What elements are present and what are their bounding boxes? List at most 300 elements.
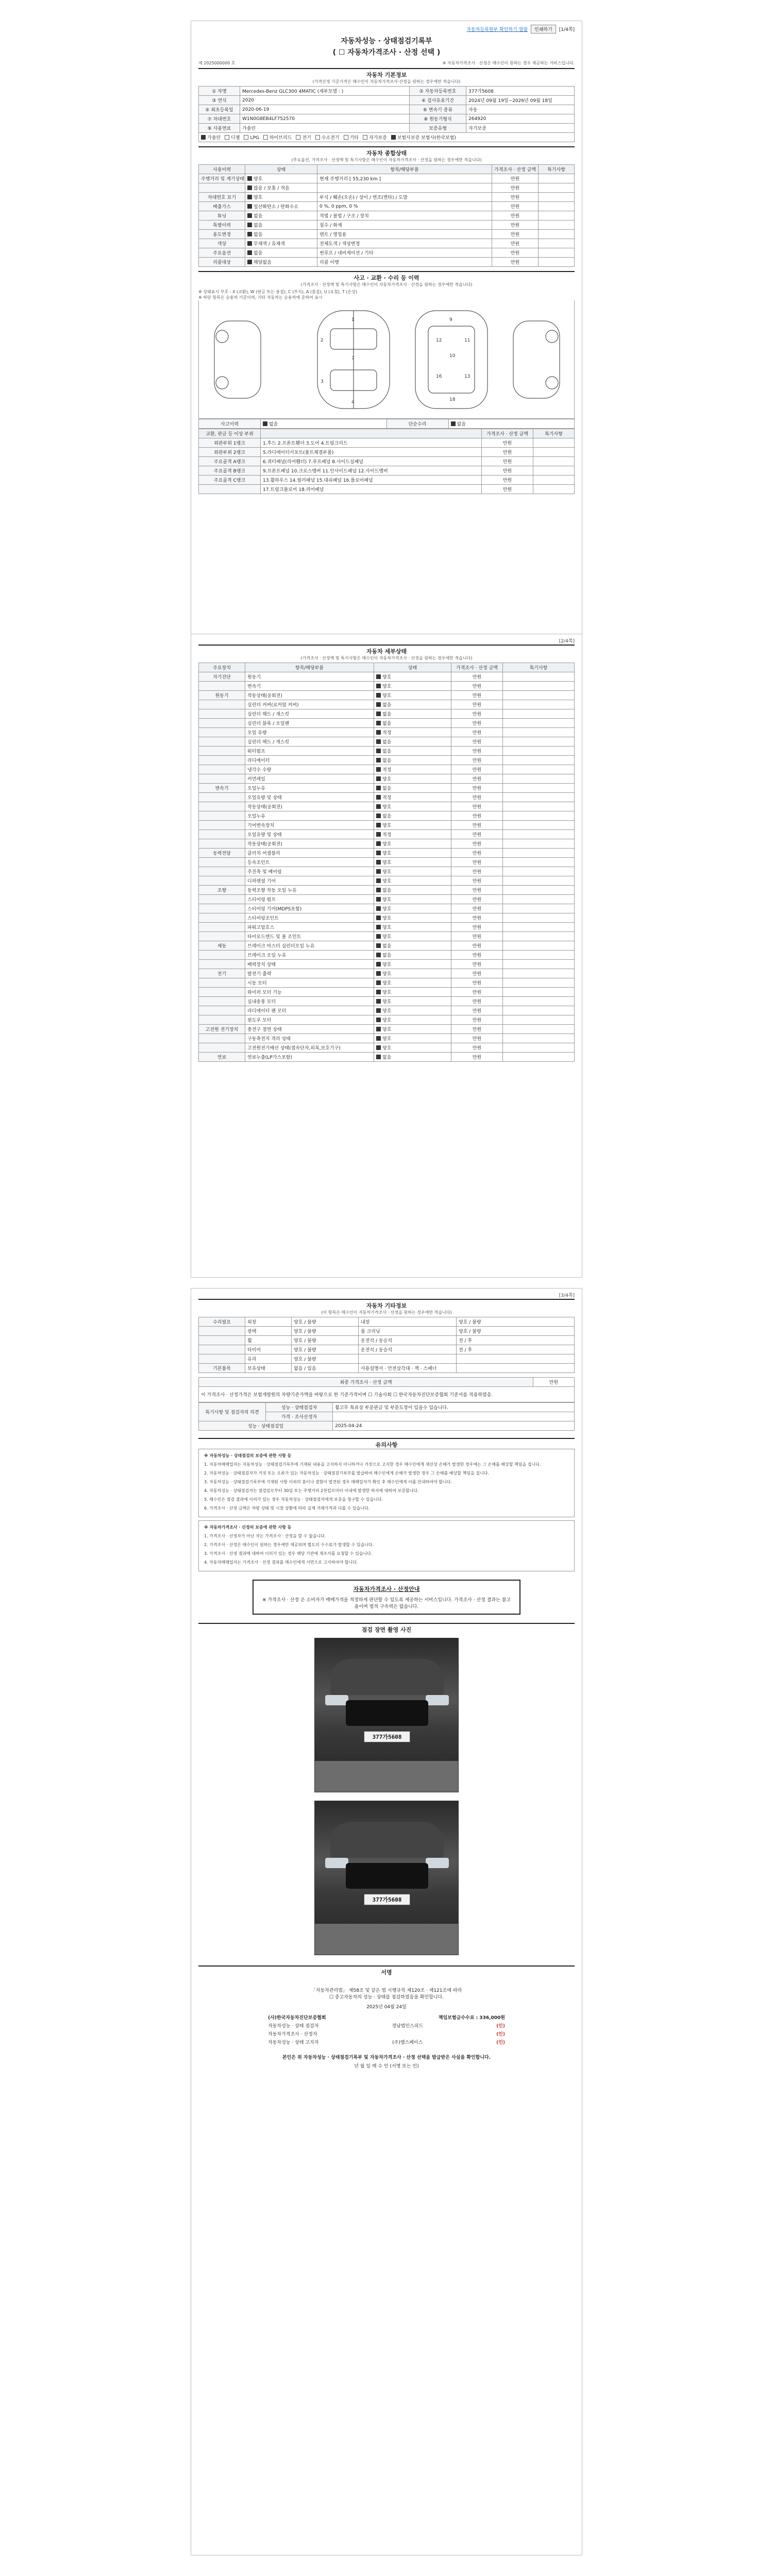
detail-checkbox[interactable] [376, 851, 381, 855]
state-amount: 만원 [492, 174, 539, 183]
state-row [199, 211, 575, 221]
detail-checkbox[interactable] [376, 684, 381, 688]
insurer-row [268, 2014, 505, 2021]
signer-role: 자동차성능 · 상태 고지자 [268, 2040, 319, 2045]
detail-item: 커먼레일 [245, 774, 374, 784]
signature-heading: 서명 [198, 1965, 575, 1976]
detail-amount: 만원 [451, 1025, 503, 1034]
fuel-option[interactable] [225, 135, 240, 141]
parts-column-header: 교환, 판금 등 이상 부위 [199, 429, 261, 438]
state-value-cell [245, 258, 317, 267]
detail-remark [503, 867, 575, 876]
state-column-header: 상태 [245, 165, 317, 174]
detail-item: 오일 유량 [245, 728, 374, 737]
fuel-checkbox[interactable] [225, 135, 229, 140]
detail-checkbox[interactable] [376, 906, 381, 911]
detail-amount: 만원 [451, 691, 503, 700]
detail-item: 윈도우 모터 [245, 1015, 374, 1025]
other-status: 양호 / 불량 [292, 1354, 359, 1364]
accident-none-checkbox[interactable] [263, 421, 267, 426]
detail-status-cell [374, 830, 451, 839]
detail-remark [503, 1053, 575, 1062]
detail-group [199, 960, 245, 969]
document-title: 자동차성능 · 상태점검기록부 [341, 37, 432, 45]
detail-group [199, 867, 245, 876]
detail-status-cell [374, 932, 451, 941]
fuel-option[interactable] [244, 135, 259, 141]
state-item: 적법 / 불법 / 구조 / 장치 [317, 211, 492, 221]
state-label: 색상 [199, 239, 245, 248]
detail-row [199, 886, 575, 895]
special-note-label: 특기사항 및 점검자의 의견 [199, 1403, 266, 1421]
detail-checkbox[interactable] [376, 990, 381, 994]
detail-checkbox[interactable] [376, 804, 381, 809]
detail-checkbox[interactable] [376, 841, 381, 846]
detail-status: 양호 [382, 1046, 392, 1051]
detail-status-cell [374, 867, 451, 876]
detail-amount: 만원 [451, 913, 503, 923]
detail-status-cell [374, 821, 451, 830]
signer-seal: (인) [496, 2024, 505, 2029]
detail-status: 없음 [382, 814, 392, 819]
detail-checkbox[interactable] [376, 814, 381, 818]
detail-status-cell [374, 672, 451, 682]
detail-checkbox[interactable] [376, 1018, 381, 1022]
price-notice-box [253, 1580, 520, 1615]
detail-remark [503, 728, 575, 737]
state-checkbox[interactable] [247, 213, 252, 218]
state-checkbox[interactable] [247, 241, 252, 246]
detail-checkbox[interactable] [376, 693, 381, 698]
detail-row [199, 682, 575, 691]
detail-remark [503, 709, 575, 719]
other-item: 광택 [245, 1327, 292, 1336]
fuel-checkbox[interactable] [296, 135, 300, 140]
detail-status-cell [374, 997, 451, 1006]
special-note-role: 성능 · 상태점검자 [266, 1403, 333, 1412]
parts-remark [533, 457, 575, 466]
detail-amount: 만원 [451, 951, 503, 960]
detail-checkbox[interactable] [376, 1027, 381, 1031]
detail-checkbox[interactable] [376, 767, 381, 772]
detail-row [199, 709, 575, 719]
detail-row [199, 1015, 575, 1025]
state-value-cell [245, 239, 317, 248]
detail-checkbox[interactable] [376, 860, 381, 865]
detail-status-cell [374, 719, 451, 728]
detail-group [199, 1006, 245, 1015]
detail-checkbox[interactable] [376, 795, 381, 800]
detail-checkbox[interactable] [376, 925, 381, 929]
other-row [199, 1345, 575, 1354]
detail-item: 실린더 헤드 / 개스킷 [245, 737, 374, 747]
detail-group [199, 821, 245, 830]
detail-item: 구동축전지 격리 상태 [245, 1034, 374, 1043]
detail-checkbox[interactable] [376, 711, 381, 716]
fuel-option[interactable] [315, 135, 340, 141]
fuel-checkbox[interactable] [244, 135, 248, 140]
notice-item: 4. 자동차매매업자는 가격조사 · 산정 결과를 매수인에게 서면으로 고지하여야 합니다. [204, 1560, 358, 1565]
page-3 [191, 1288, 582, 2555]
state-value-cell [245, 174, 317, 183]
fuel-checkbox[interactable] [201, 135, 206, 140]
detail-status: 양호 [382, 897, 392, 903]
state-row [199, 183, 575, 193]
state-remark [539, 193, 575, 202]
parts-rank: 주요골격 B랭크 [199, 466, 261, 476]
detail-amount: 만원 [451, 784, 503, 793]
parts-row [199, 457, 575, 466]
state-checkbox[interactable] [247, 204, 252, 209]
detail-group [199, 682, 245, 691]
parts-remark [533, 438, 575, 448]
parts-column-header: 가격조사 · 산정 금액 [482, 429, 533, 438]
other-status: 양호 / 불량 [292, 1345, 359, 1354]
detail-checkbox[interactable] [376, 758, 381, 762]
buyer-sign-line: 년 월 일 매 수 인 (서명 또는 인) [354, 2064, 419, 2069]
other-row [199, 1364, 575, 1373]
detail-row [199, 765, 575, 774]
state-checkbox[interactable] [247, 176, 252, 181]
other-subheading: (이 항목은 매수인이 자동차가격조사 · 산정을 원하는 경우에만 적습니다) [321, 1310, 452, 1315]
other-item: 휠 [245, 1336, 292, 1345]
fuel-option[interactable] [201, 135, 221, 141]
special-notes-table [198, 1402, 575, 1431]
detail-amount: 만원 [451, 895, 503, 904]
photos-heading: 점검 장면 촬영 사진 [198, 1623, 575, 1634]
detail-checkbox[interactable] [376, 1055, 381, 1059]
detail-checkbox[interactable] [376, 776, 381, 781]
fuel-checkbox[interactable] [263, 135, 268, 140]
notice-item: 6. 가격조사 · 산정 금액은 차량 상태 및 시장 상황에 따라 실제 거래가격과 다를 수 있습니다. [204, 1506, 370, 1511]
state-checkbox[interactable] [247, 260, 252, 264]
detail-status: 없음 [382, 786, 392, 791]
state-label: 주요옵션 [199, 248, 245, 258]
fuel-option[interactable] [263, 135, 292, 141]
detail-item: 작동상태(공회전) [245, 691, 374, 700]
notice-item: 3. 자동차성능 · 상태점검기록부에 기재된 사항 이외의 흠이나 결함이 발견된 경우 매매업자가 확인 후 매수인에게 이를 안내하여야 합니다. [204, 1480, 452, 1484]
state-remark [539, 211, 575, 221]
detail-group [199, 747, 245, 756]
parts-table [198, 429, 575, 494]
detail-group: 연료 [199, 1053, 245, 1062]
detail-group [199, 1043, 245, 1053]
detail-row [199, 802, 575, 811]
detail-amount: 만원 [451, 682, 503, 691]
state-amount: 만원 [492, 202, 539, 211]
detail-status: 없음 [382, 712, 392, 717]
state-item: 리콜 이행 [317, 258, 492, 267]
detail-checkbox[interactable] [376, 749, 381, 753]
detail-status: 양호 [382, 777, 392, 782]
detail-row [199, 951, 575, 960]
detail-checkbox[interactable] [376, 934, 381, 939]
detail-checkbox[interactable] [376, 953, 381, 957]
other-group [199, 1336, 245, 1345]
svg-text:10: 10 [449, 353, 456, 359]
other-table [198, 1317, 575, 1373]
other-item-2: 사용설명서 · 안전삼각대 · 잭 · 스패너 [359, 1364, 457, 1373]
svg-text:2: 2 [321, 338, 324, 343]
detail-row [199, 913, 575, 923]
basic-value: 2020-06-19 [240, 105, 410, 114]
state-remark [539, 258, 575, 267]
detail-status-cell [374, 886, 451, 895]
detail-checkbox[interactable] [376, 1036, 381, 1041]
detail-group [199, 793, 245, 802]
other-item: 유리 [245, 1354, 292, 1364]
basic-label: ① 차명 [199, 87, 240, 96]
detail-status: 양호 [382, 879, 392, 884]
parts-remark [533, 485, 575, 494]
document-number: 제 2025000000 호 [198, 61, 236, 65]
warranty-option[interactable] [391, 135, 456, 141]
detail-status-cell [374, 793, 451, 802]
state-value-cell [245, 202, 317, 211]
detail-status-cell [374, 951, 451, 960]
other-group [199, 1354, 245, 1364]
detail-item: 작동상태(공회전) [245, 802, 374, 811]
state-subheading: (주요옵션, 가격조사 · 산정액 및 특기사항은 매수인이 자동차가격조사 · 산정을 원하는 경우에만 적습니다) [291, 158, 482, 162]
detail-checkbox[interactable] [376, 786, 381, 790]
detail-remark [503, 1034, 575, 1043]
state-label: 주행거리 및 계기상태 [199, 174, 245, 183]
detail-checkbox[interactable] [376, 1008, 381, 1013]
state-label: 튜닝 [199, 211, 245, 221]
state-item: 렌트 / 영업용 [317, 230, 492, 239]
detail-amount: 만원 [451, 932, 503, 941]
state-amount: 만원 [492, 183, 539, 193]
detail-amount: 만원 [451, 858, 503, 867]
detail-amount: 만원 [451, 747, 503, 756]
basic-value: 2020 [240, 96, 410, 105]
detail-item: 오일누유 [245, 784, 374, 793]
detail-remark [503, 988, 575, 997]
accident-subheading: (가격조사 · 산정액 및 특기사항은 매수인이 자동차가격조사 · 산정을 원하는 경우에만 적습니다) [300, 282, 473, 287]
detail-amount: 만원 [451, 672, 503, 682]
detail-checkbox[interactable] [376, 869, 381, 874]
basic-label: ⑦ 차대번호 [199, 114, 240, 124]
accident-legend: ※ 상태표시 부호 : X (교환), W (판금 또는 용접), C (부식), A (흠집), U (요철), T (손상) [198, 290, 358, 294]
detail-status: 양호 [382, 916, 392, 921]
detail-row [199, 821, 575, 830]
detail-checkbox[interactable] [376, 1045, 381, 1050]
state-checkbox[interactable] [247, 250, 252, 255]
notices-heading: 유의사항 [198, 1438, 575, 1449]
detail-status: 양호 [382, 842, 392, 847]
other-row [199, 1317, 575, 1327]
detail-row [199, 691, 575, 700]
fuel-checkbox[interactable] [344, 135, 348, 140]
detail-remark [503, 969, 575, 978]
detail-item: 스티어링조인트 [245, 913, 374, 923]
detail-status: 없음 [382, 1055, 392, 1060]
detail-group: 제동 [199, 941, 245, 951]
detail-row [199, 1043, 575, 1053]
fuel-option-label: 전기 [302, 135, 311, 141]
warranty-checkbox[interactable] [391, 135, 396, 140]
print-button[interactable]: 인쇄하기 [531, 25, 556, 33]
detail-remark [503, 839, 575, 849]
buyer-confirmation: 본인은 위 자동차성능 · 상태점검기록부 및 자동차가격조사 · 산정 선택을 발급받은 사실을 확인합니다. [282, 2055, 491, 2060]
detail-amount: 만원 [451, 969, 503, 978]
state-checkbox[interactable] [247, 232, 252, 236]
page-2 [191, 634, 582, 1278]
special-note-text [333, 1412, 575, 1421]
state-checkbox[interactable] [247, 185, 252, 190]
state-label: 배출가스 [199, 202, 245, 211]
detail-amount: 만원 [451, 867, 503, 876]
state-value: 일산화탄소 / 탄화수소 [254, 205, 299, 210]
detail-row [199, 737, 575, 747]
detail-item: 워터펌프 [245, 747, 374, 756]
detail-item: 라디에이터 팬 모터 [245, 1006, 374, 1015]
detail-amount: 만원 [451, 1034, 503, 1043]
detail-checkbox[interactable] [376, 832, 381, 837]
detail-checkbox[interactable] [376, 674, 381, 679]
signature-law-text-2: ☐ 중고자동차의 성능 · 상태를 점검하였음을 확인합니다. [329, 1995, 444, 2000]
detail-status: 양호 [382, 693, 392, 699]
final-price-unit: 만원 [533, 1378, 575, 1387]
other-heading: 자동차 기타정보 [198, 1299, 575, 1310]
detail-status-cell [374, 895, 451, 904]
detail-checkbox[interactable] [376, 980, 381, 985]
detail-checkbox[interactable] [376, 962, 381, 967]
parts-header-row [199, 429, 575, 438]
repair-none-checkbox[interactable] [451, 421, 456, 426]
state-column-header: 항목/해당부품 [317, 165, 492, 174]
detail-remark [503, 904, 575, 913]
warranty-checkbox[interactable] [363, 135, 367, 140]
detail-status-cell [374, 969, 451, 978]
other-row [199, 1327, 575, 1336]
basic-value: W1N0G8EB4LF752570 [240, 114, 410, 124]
detail-item: 고전원전기배선 상태(접속단자,피복,보호기구) [245, 1043, 374, 1053]
document-subtitle: ( ☐ 자동차가격조사 · 산정 선택 ) [332, 48, 441, 57]
svg-text:11: 11 [464, 338, 470, 343]
inspection-photo-1 [314, 1638, 459, 1792]
basic-info-subheading: (가격산정 기준가격은 매수인이 자동차가격조사·산정을 원하는 경우에만 적습니다) [312, 79, 461, 84]
detail-status-cell [374, 858, 451, 867]
detail-group [199, 876, 245, 886]
signer-seal: (인) [496, 2040, 505, 2045]
detail-status: 없음 [382, 944, 392, 949]
fuel-option-label: LPG [250, 135, 259, 141]
detail-checkbox[interactable] [376, 739, 381, 744]
detail-remark [503, 747, 575, 756]
state-value: 양호 [254, 177, 263, 182]
detail-checkbox[interactable] [376, 878, 381, 883]
detail-group [199, 765, 245, 774]
state-checkbox[interactable] [247, 223, 252, 227]
detail-status: 적정 [382, 833, 392, 838]
opinion-table [198, 1377, 575, 1402]
state-label: 차대번호 표기 [199, 193, 245, 202]
detail-checkbox[interactable] [376, 943, 381, 948]
detail-status-cell [374, 728, 451, 737]
state-value-cell [245, 221, 317, 230]
inspection-photo-2 [314, 1801, 459, 1955]
notice-item: 1. 가격조사 · 산정자가 아닌 자는 가격조사 · 산정을 할 수 없습니다. [204, 1534, 326, 1538]
state-column-header: 사용이력 [199, 165, 245, 174]
detail-checkbox[interactable] [376, 971, 381, 976]
detail-status-cell [374, 709, 451, 719]
fuel-option-label: 디젤 [231, 135, 240, 141]
detail-status: 양호 [382, 823, 392, 828]
detail-remark [503, 672, 575, 682]
detail-status-cell [374, 756, 451, 765]
signature-row [268, 2030, 505, 2037]
registry-link[interactable]: 자동차등록원부 확인하기 열람 [466, 27, 528, 32]
detail-checkbox[interactable] [376, 897, 381, 902]
detail-row [199, 932, 575, 941]
document-meta [198, 60, 575, 66]
detail-row [199, 719, 575, 728]
detail-group: 조향 [199, 886, 245, 895]
accident-summary-table [198, 419, 575, 429]
fuel-checkbox[interactable] [315, 135, 320, 140]
detail-item: 타이로드엔드 및 볼 조인트 [245, 932, 374, 941]
detail-amount: 만원 [451, 728, 503, 737]
detail-checkbox[interactable] [376, 823, 381, 827]
detail-checkbox[interactable] [376, 730, 381, 735]
detail-amount: 만원 [451, 886, 503, 895]
parts-amount: 만원 [482, 448, 533, 457]
basic-label: ⑤ 최초등록일 [199, 105, 240, 114]
detail-checkbox[interactable] [376, 999, 381, 1004]
detail-status-cell [374, 923, 451, 932]
detail-checkbox[interactable] [376, 916, 381, 920]
state-item: 전체도색 / 색상변경 [317, 239, 492, 248]
detail-item: 실린더 헤드 / 개스킷 [245, 709, 374, 719]
other-row [199, 1354, 575, 1364]
basic-label: ⑥ 변속기 종류 [410, 105, 466, 114]
detail-item: 오일유량 및 상태 [245, 793, 374, 802]
state-item: 부식 / 훼손(오손) / 상이 / 변조(변타) / 도말 [317, 193, 492, 202]
detail-status: 적정 [382, 731, 392, 736]
warranty-option[interactable] [363, 135, 387, 141]
state-amount: 만원 [492, 258, 539, 267]
detail-checkbox[interactable] [376, 888, 381, 892]
state-value-cell [245, 193, 317, 202]
detail-group [199, 904, 245, 913]
detail-status-cell [374, 1015, 451, 1025]
detail-column-header: 가격조사 · 산정 금액 [451, 663, 503, 672]
basic-value: 자가보증 [466, 124, 575, 133]
detail-remark [503, 765, 575, 774]
detail-remark [503, 737, 575, 747]
detail-remark [503, 719, 575, 728]
detail-row [199, 1006, 575, 1015]
detail-amount: 만원 [451, 904, 503, 913]
detail-column-header: 항목/해당부품 [245, 663, 374, 672]
fuel-option[interactable] [344, 135, 359, 141]
detail-group [199, 988, 245, 997]
parts-amount: 만원 [482, 457, 533, 466]
detail-remark [503, 756, 575, 765]
other-item-2: 룸 크리닝 [359, 1327, 457, 1336]
detail-status: 양호 [382, 675, 392, 680]
state-column-header: 가격조사 · 산정 금액 [492, 165, 539, 174]
state-checkbox[interactable] [247, 195, 252, 199]
detail-checkbox[interactable] [376, 702, 381, 707]
fuel-option[interactable] [296, 135, 311, 141]
parts-rank: 외판부위 2랭크 [199, 448, 261, 457]
detail-group [199, 774, 245, 784]
detail-status-cell [374, 784, 451, 793]
detail-item: 라디에이터 [245, 756, 374, 765]
detail-checkbox[interactable] [376, 721, 381, 725]
